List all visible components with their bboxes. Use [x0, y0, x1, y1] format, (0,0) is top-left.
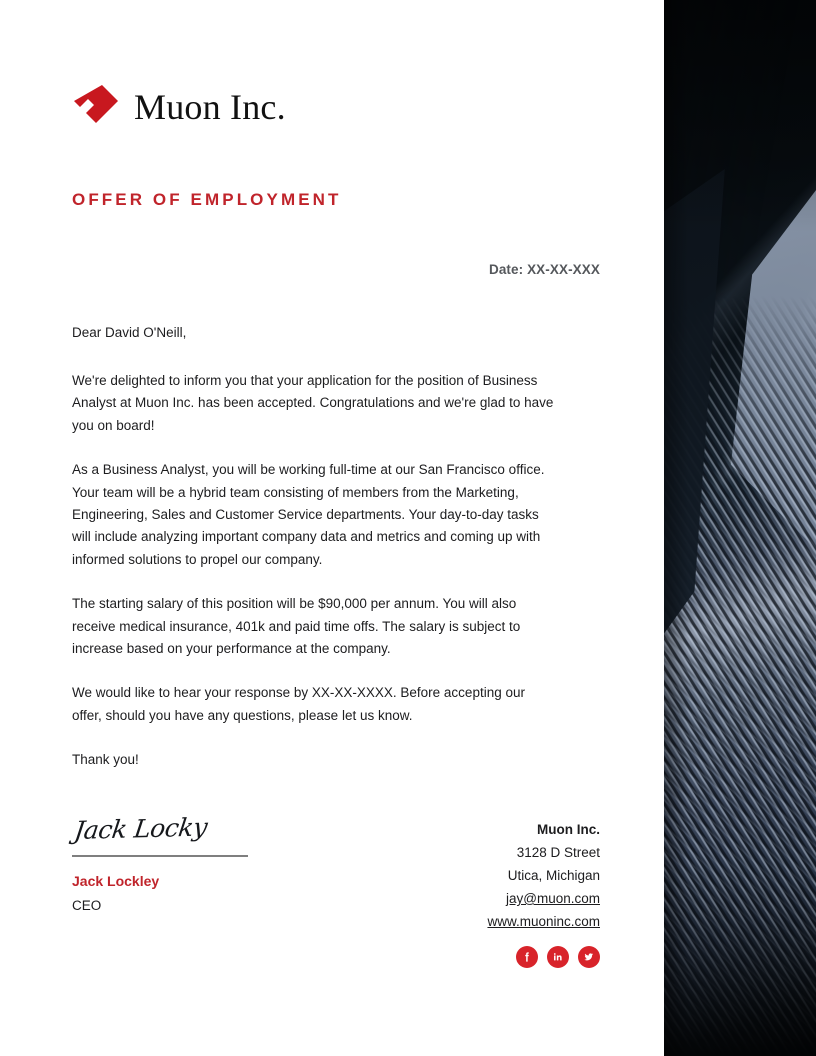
twitter-icon[interactable]: [578, 946, 600, 968]
facebook-icon[interactable]: [516, 946, 538, 968]
contact-email-link[interactable]: jay@muon.com: [506, 891, 600, 906]
salutation: Dear David O'Neill,: [72, 325, 187, 340]
social-links: [516, 946, 600, 968]
letter-paragraph: We would like to hear your response by XX-XX-XXXX. Before accepting our offer, should you have any questions, please let us know.: [72, 685, 525, 723]
letter-body: [72, 370, 558, 772]
contact-block: [487, 818, 600, 933]
signature-block: [72, 812, 248, 913]
letter-paragraph: As a Business Analyst, you will be working full-time at our San Francisco office. Your team will be a hybrid team consisting of members from the Marketing, Engineering, Sales and Customer Service departments. Your day-to-day tasks will include analyzing important company data and metrics and coming up with informed solutions to propel our company.: [72, 462, 545, 567]
letter-paragraph: We're delighted to inform you that your application for the position of Business Analyst at Muon Inc. has been accepted. Congratulations and we're glad to have you on board!: [72, 373, 554, 433]
company-logo-icon: [72, 82, 120, 132]
letter-closing: Thank you!: [72, 752, 139, 768]
handwritten-signature: Jack Locky: [72, 812, 209, 846]
contact-city-state: Utica, Michigan: [507, 868, 600, 883]
signer-name: Jack Lockley: [72, 873, 160, 889]
contact-street: 3128 D Street: [516, 845, 600, 860]
page-title: OFFER OF EMPLOYMENT: [72, 190, 342, 209]
letter-paragraph: The starting salary of this position will be $90,000 per annum. You will also receive medical insurance, 401k and paid time offs. The salary is subject to increase based on your performance at the company.: [72, 596, 521, 657]
contact-company-name: Muon Inc.: [537, 822, 600, 837]
letterhead: [72, 82, 286, 132]
contact-website-link[interactable]: www.muoninc.com: [487, 914, 600, 929]
linkedin-icon[interactable]: [547, 946, 569, 968]
date-label: Date: XX-XX-XXX: [488, 262, 600, 277]
company-name: Muon Inc.: [134, 87, 286, 127]
signature-rule: [72, 855, 248, 857]
signer-job-title: CEO: [72, 898, 102, 913]
decorative-photo-panel: [664, 0, 816, 1056]
photo-vignette: [664, 0, 816, 1056]
